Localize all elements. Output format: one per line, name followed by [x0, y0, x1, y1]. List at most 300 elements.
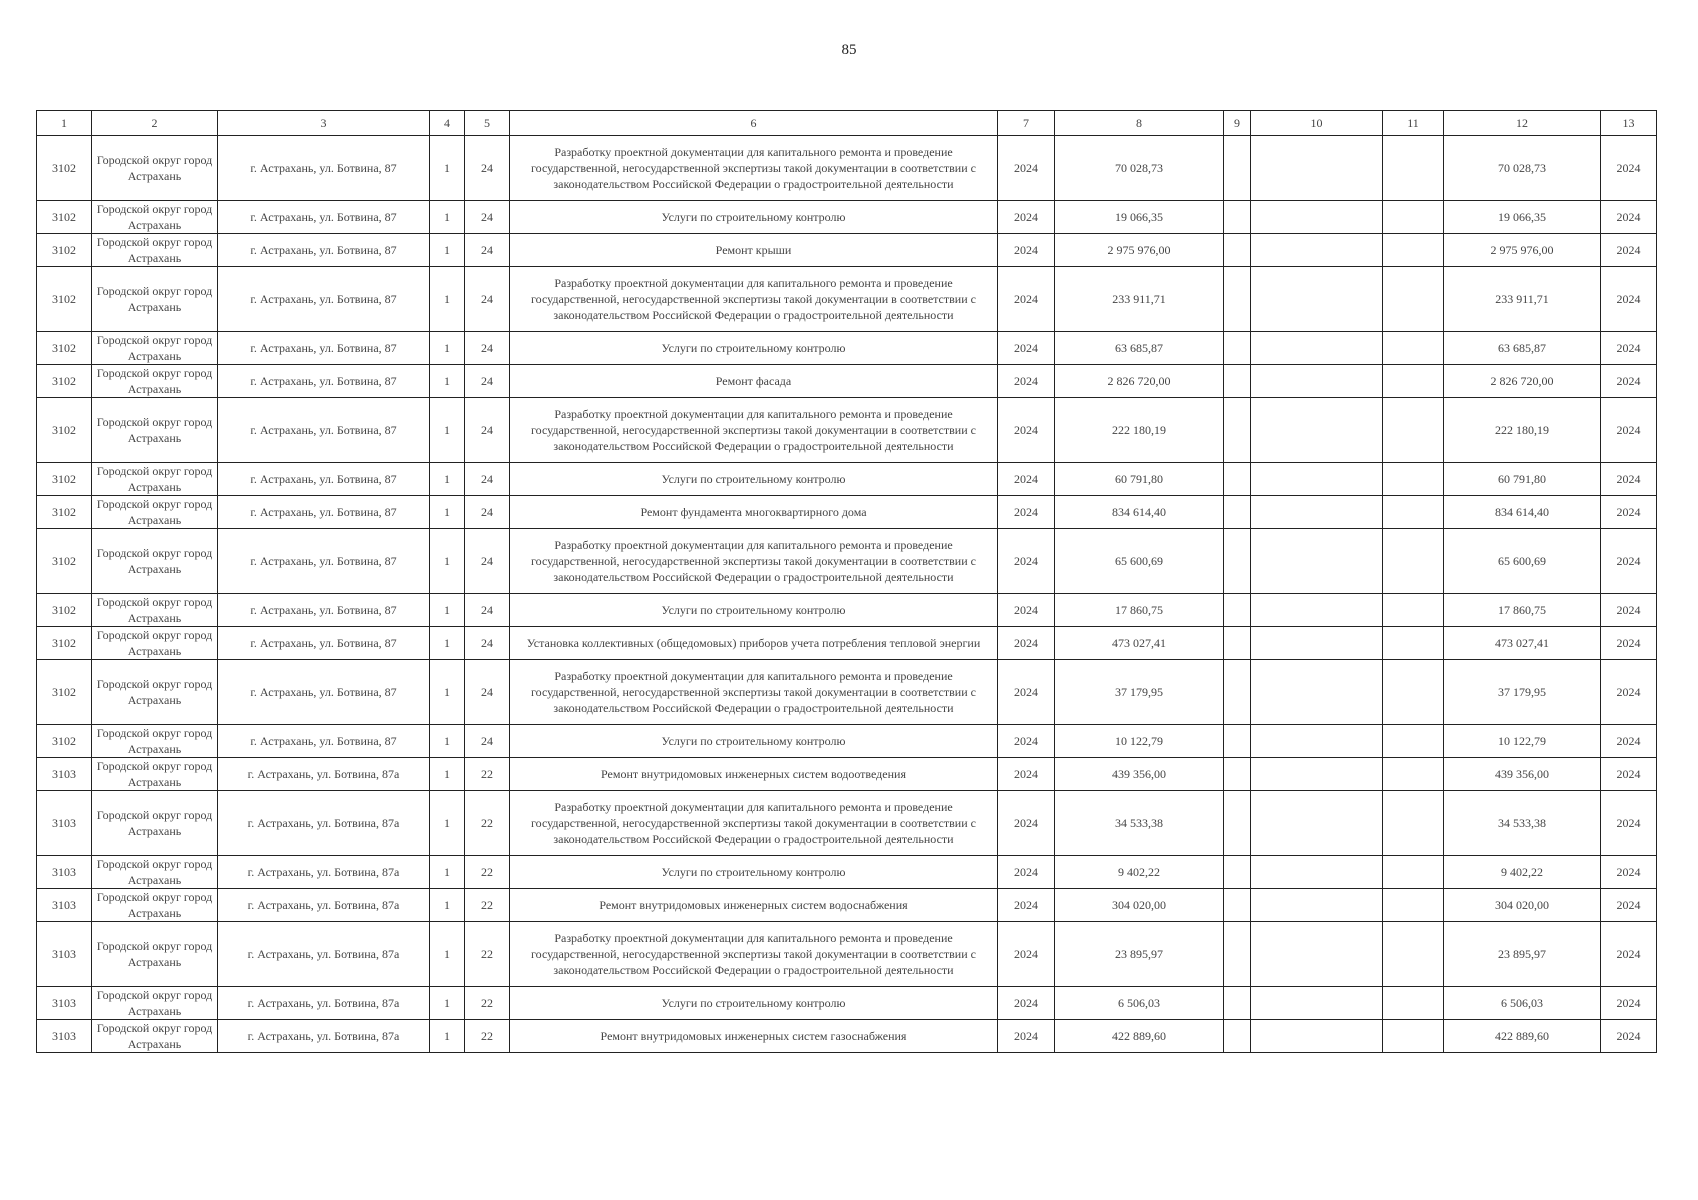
address-cell: г. Астрахань, ул. Ботвина, 87 [218, 398, 430, 463]
fund-cost-cell: 60 791,80 [1444, 463, 1601, 496]
page-number: 85 [841, 42, 857, 58]
year-cell: 2024 [998, 725, 1055, 758]
table-row [37, 463, 1657, 496]
col5-cell: 24 [465, 332, 510, 365]
work-type-cell: Разработку проектной документации для капитального ремонта и проведение государственной, негосударственной экспертизы такой документации в соответствии с законодательством Российской Федерации о градостроительной деятельности [510, 398, 998, 463]
col4-cell: 1 [430, 987, 465, 1020]
fund-cost-cell: 23 895,97 [1444, 922, 1601, 987]
col9-cell [1224, 922, 1251, 987]
year-cell: 2024 [998, 922, 1055, 987]
column-header-3: 3 [218, 111, 430, 136]
cost-cell: 23 895,97 [1055, 922, 1224, 987]
cost-cell: 65 600,69 [1055, 529, 1224, 594]
col5-cell: 24 [465, 365, 510, 398]
year-cell: 2024 [998, 1020, 1055, 1053]
address-cell: г. Астрахань, ул. Ботвина, 87 [218, 201, 430, 234]
year-cell: 2024 [998, 791, 1055, 856]
col11-cell [1383, 889, 1444, 922]
col5-cell: 24 [465, 463, 510, 496]
work-type-cell: Ремонт фундамента многоквартирного дома [510, 496, 998, 529]
object-id-cell: 3102 [37, 594, 92, 627]
fund-cost-cell: 6 506,03 [1444, 987, 1601, 1020]
municipality-cell: Городской округ город Астрахань [92, 234, 218, 267]
col10-cell [1251, 136, 1383, 201]
col4-cell: 1 [430, 267, 465, 332]
object-id-cell: 3102 [37, 398, 92, 463]
object-id-cell: 3103 [37, 791, 92, 856]
address-cell: г. Астрахань, ул. Ботвина, 87 [218, 496, 430, 529]
object-id-cell: 3103 [37, 922, 92, 987]
address-cell: г. Астрахань, ул. Ботвина, 87 [218, 136, 430, 201]
address-cell: г. Астрахань, ул. Ботвина, 87а [218, 922, 430, 987]
completion-year-cell: 2024 [1601, 398, 1657, 463]
col4-cell: 1 [430, 725, 465, 758]
col5-cell: 22 [465, 987, 510, 1020]
completion-year-cell: 2024 [1601, 136, 1657, 201]
col5-cell: 22 [465, 791, 510, 856]
fund-cost-cell: 439 356,00 [1444, 758, 1601, 791]
object-id-cell: 3102 [37, 267, 92, 332]
municipality-cell: Городской округ город Астрахань [92, 1020, 218, 1053]
address-cell: г. Астрахань, ул. Ботвина, 87а [218, 791, 430, 856]
col10-cell [1251, 496, 1383, 529]
col11-cell [1383, 529, 1444, 594]
object-id-cell: 3102 [37, 529, 92, 594]
col4-cell: 1 [430, 365, 465, 398]
work-type-cell: Услуги по строительному контролю [510, 594, 998, 627]
col11-cell [1383, 791, 1444, 856]
col5-cell: 24 [465, 496, 510, 529]
municipality-cell: Городской округ город Астрахань [92, 201, 218, 234]
table-row [37, 987, 1657, 1020]
municipality-cell: Городской округ город Астрахань [92, 889, 218, 922]
address-cell: г. Астрахань, ул. Ботвина, 87а [218, 987, 430, 1020]
cost-cell: 17 860,75 [1055, 594, 1224, 627]
table-row [37, 398, 1657, 463]
address-cell: г. Астрахань, ул. Ботвина, 87 [218, 660, 430, 725]
column-header-13: 13 [1601, 111, 1657, 136]
col10-cell [1251, 725, 1383, 758]
cost-cell: 834 614,40 [1055, 496, 1224, 529]
col10-cell [1251, 365, 1383, 398]
col10-cell [1251, 889, 1383, 922]
col9-cell [1224, 627, 1251, 660]
col10-cell [1251, 594, 1383, 627]
col10-cell [1251, 234, 1383, 267]
col9-cell [1224, 365, 1251, 398]
col4-cell: 1 [430, 234, 465, 267]
work-type-cell: Разработку проектной документации для капитального ремонта и проведение государственной, негосударственной экспертизы такой документации в соответствии с законодательством Российской Федерации о градостроительной деятельности [510, 660, 998, 725]
work-type-cell: Установка коллективных (общедомовых) приборов учета потребления тепловой энергии [510, 627, 998, 660]
col10-cell [1251, 758, 1383, 791]
cost-cell: 2 826 720,00 [1055, 365, 1224, 398]
col4-cell: 1 [430, 201, 465, 234]
completion-year-cell: 2024 [1601, 987, 1657, 1020]
col10-cell [1251, 791, 1383, 856]
address-cell: г. Астрахань, ул. Ботвина, 87 [218, 627, 430, 660]
work-type-cell: Разработку проектной документации для капитального ремонта и проведение государственной, негосударственной экспертизы такой документации в соответствии с законодательством Российской Федерации о градостроительной деятельности [510, 791, 998, 856]
col10-cell [1251, 332, 1383, 365]
address-cell: г. Астрахань, ул. Ботвина, 87 [218, 332, 430, 365]
col5-cell: 24 [465, 660, 510, 725]
municipality-cell: Городской округ город Астрахань [92, 922, 218, 987]
object-id-cell: 3102 [37, 234, 92, 267]
work-type-cell: Услуги по строительному контролю [510, 856, 998, 889]
col5-cell: 22 [465, 922, 510, 987]
col11-cell [1383, 463, 1444, 496]
col10-cell [1251, 1020, 1383, 1053]
col4-cell: 1 [430, 398, 465, 463]
fund-cost-cell: 34 533,38 [1444, 791, 1601, 856]
year-cell: 2024 [998, 660, 1055, 725]
completion-year-cell: 2024 [1601, 594, 1657, 627]
address-cell: г. Астрахань, ул. Ботвина, 87 [218, 234, 430, 267]
col10-cell [1251, 922, 1383, 987]
header-row [37, 111, 1657, 136]
municipality-cell: Городской округ город Астрахань [92, 267, 218, 332]
table-row [37, 627, 1657, 660]
cost-cell: 304 020,00 [1055, 889, 1224, 922]
table-row [37, 791, 1657, 856]
col9-cell [1224, 136, 1251, 201]
municipality-cell: Городской округ город Астрахань [92, 660, 218, 725]
col4-cell: 1 [430, 889, 465, 922]
address-cell: г. Астрахань, ул. Ботвина, 87 [218, 594, 430, 627]
col9-cell [1224, 332, 1251, 365]
works-table [36, 110, 1657, 1053]
table-row [37, 889, 1657, 922]
address-cell: г. Астрахань, ул. Ботвина, 87 [218, 365, 430, 398]
table-row [37, 496, 1657, 529]
municipality-cell: Городской округ город Астрахань [92, 529, 218, 594]
col5-cell: 24 [465, 136, 510, 201]
col9-cell [1224, 496, 1251, 529]
municipality-cell: Городской округ город Астрахань [92, 987, 218, 1020]
column-header-10: 10 [1251, 111, 1383, 136]
fund-cost-cell: 834 614,40 [1444, 496, 1601, 529]
object-id-cell: 3102 [37, 496, 92, 529]
completion-year-cell: 2024 [1601, 856, 1657, 889]
year-cell: 2024 [998, 365, 1055, 398]
year-cell: 2024 [998, 627, 1055, 660]
table-row [37, 856, 1657, 889]
table-row [37, 234, 1657, 267]
fund-cost-cell: 17 860,75 [1444, 594, 1601, 627]
object-id-cell: 3102 [37, 660, 92, 725]
address-cell: г. Астрахань, ул. Ботвина, 87 [218, 725, 430, 758]
col9-cell [1224, 856, 1251, 889]
col11-cell [1383, 496, 1444, 529]
cost-cell: 19 066,35 [1055, 201, 1224, 234]
year-cell: 2024 [998, 332, 1055, 365]
municipality-cell: Городской округ город Астрахань [92, 136, 218, 201]
municipality-cell: Городской округ город Астрахань [92, 463, 218, 496]
col5-cell: 24 [465, 594, 510, 627]
municipality-cell: Городской округ город Астрахань [92, 791, 218, 856]
col11-cell [1383, 332, 1444, 365]
col9-cell [1224, 660, 1251, 725]
column-header-8: 8 [1055, 111, 1224, 136]
completion-year-cell: 2024 [1601, 332, 1657, 365]
col11-cell [1383, 856, 1444, 889]
col11-cell [1383, 758, 1444, 791]
completion-year-cell: 2024 [1601, 660, 1657, 725]
fund-cost-cell: 65 600,69 [1444, 529, 1601, 594]
col11-cell [1383, 234, 1444, 267]
table-row [37, 365, 1657, 398]
municipality-cell: Городской округ город Астрахань [92, 332, 218, 365]
col10-cell [1251, 201, 1383, 234]
column-header-2: 2 [92, 111, 218, 136]
work-type-cell: Ремонт внутридомовых инженерных систем водоотведения [510, 758, 998, 791]
year-cell: 2024 [998, 856, 1055, 889]
work-type-cell: Ремонт крыши [510, 234, 998, 267]
col9-cell [1224, 1020, 1251, 1053]
cost-cell: 34 533,38 [1055, 791, 1224, 856]
completion-year-cell: 2024 [1601, 725, 1657, 758]
cost-cell: 233 911,71 [1055, 267, 1224, 332]
work-type-cell: Ремонт внутридомовых инженерных систем водоснабжения [510, 889, 998, 922]
col9-cell [1224, 987, 1251, 1020]
fund-cost-cell: 473 027,41 [1444, 627, 1601, 660]
col4-cell: 1 [430, 1020, 465, 1053]
completion-year-cell: 2024 [1601, 1020, 1657, 1053]
col10-cell [1251, 267, 1383, 332]
year-cell: 2024 [998, 594, 1055, 627]
col9-cell [1224, 201, 1251, 234]
fund-cost-cell: 70 028,73 [1444, 136, 1601, 201]
col4-cell: 1 [430, 856, 465, 889]
table-row [37, 529, 1657, 594]
col5-cell: 22 [465, 889, 510, 922]
completion-year-cell: 2024 [1601, 922, 1657, 987]
col9-cell [1224, 725, 1251, 758]
completion-year-cell: 2024 [1601, 758, 1657, 791]
col5-cell: 24 [465, 234, 510, 267]
col5-cell: 24 [465, 725, 510, 758]
address-cell: г. Астрахань, ул. Ботвина, 87 [218, 267, 430, 332]
work-type-cell: Ремонт фасада [510, 365, 998, 398]
col4-cell: 1 [430, 660, 465, 725]
completion-year-cell: 2024 [1601, 267, 1657, 332]
fund-cost-cell: 10 122,79 [1444, 725, 1601, 758]
col11-cell [1383, 922, 1444, 987]
address-cell: г. Астрахань, ул. Ботвина, 87 [218, 529, 430, 594]
table-row [37, 267, 1657, 332]
cost-cell: 422 889,60 [1055, 1020, 1224, 1053]
col9-cell [1224, 594, 1251, 627]
completion-year-cell: 2024 [1601, 627, 1657, 660]
col4-cell: 1 [430, 496, 465, 529]
col4-cell: 1 [430, 332, 465, 365]
col5-cell: 24 [465, 529, 510, 594]
address-cell: г. Астрахань, ул. Ботвина, 87а [218, 856, 430, 889]
fund-cost-cell: 2 975 976,00 [1444, 234, 1601, 267]
municipality-cell: Городской округ город Астрахань [92, 594, 218, 627]
col5-cell: 22 [465, 758, 510, 791]
year-cell: 2024 [998, 987, 1055, 1020]
object-id-cell: 3103 [37, 987, 92, 1020]
municipality-cell: Городской округ город Астрахань [92, 725, 218, 758]
col10-cell [1251, 987, 1383, 1020]
municipality-cell: Городской округ город Астрахань [92, 758, 218, 791]
address-cell: г. Астрахань, ул. Ботвина, 87а [218, 758, 430, 791]
work-type-cell: Разработку проектной документации для капитального ремонта и проведение государственной, негосударственной экспертизы такой документации в соответствии с законодательством Российской Федерации о градостроительной деятельности [510, 529, 998, 594]
col4-cell: 1 [430, 627, 465, 660]
object-id-cell: 3102 [37, 725, 92, 758]
column-header-11: 11 [1383, 111, 1444, 136]
col10-cell [1251, 398, 1383, 463]
completion-year-cell: 2024 [1601, 463, 1657, 496]
municipality-cell: Городской округ город Астрахань [92, 398, 218, 463]
work-type-cell: Разработку проектной документации для капитального ремонта и проведение государственной, негосударственной экспертизы такой документации в соответствии с законодательством Российской Федерации о градостроительной деятельности [510, 136, 998, 201]
year-cell: 2024 [998, 398, 1055, 463]
cost-cell: 9 402,22 [1055, 856, 1224, 889]
work-type-cell: Услуги по строительному контролю [510, 201, 998, 234]
address-cell: г. Астрахань, ул. Ботвина, 87а [218, 889, 430, 922]
column-header-7: 7 [998, 111, 1055, 136]
object-id-cell: 3103 [37, 1020, 92, 1053]
col5-cell: 24 [465, 398, 510, 463]
col9-cell [1224, 791, 1251, 856]
object-id-cell: 3102 [37, 332, 92, 365]
fund-cost-cell: 304 020,00 [1444, 889, 1601, 922]
fund-cost-cell: 2 826 720,00 [1444, 365, 1601, 398]
object-id-cell: 3102 [37, 627, 92, 660]
col11-cell [1383, 201, 1444, 234]
municipality-cell: Городской округ город Астрахань [92, 856, 218, 889]
col9-cell [1224, 529, 1251, 594]
table-row [37, 594, 1657, 627]
cost-cell: 6 506,03 [1055, 987, 1224, 1020]
fund-cost-cell: 222 180,19 [1444, 398, 1601, 463]
address-cell: г. Астрахань, ул. Ботвина, 87а [218, 1020, 430, 1053]
cost-cell: 37 179,95 [1055, 660, 1224, 725]
col11-cell [1383, 398, 1444, 463]
work-type-cell: Разработку проектной документации для капитального ремонта и проведение государственной, негосударственной экспертизы такой документации в соответствии с законодательством Российской Федерации о градостроительной деятельности [510, 922, 998, 987]
year-cell: 2024 [998, 529, 1055, 594]
col5-cell: 22 [465, 856, 510, 889]
cost-cell: 473 027,41 [1055, 627, 1224, 660]
col9-cell [1224, 398, 1251, 463]
year-cell: 2024 [998, 496, 1055, 529]
cost-cell: 70 028,73 [1055, 136, 1224, 201]
col5-cell: 24 [465, 267, 510, 332]
table-row [37, 660, 1657, 725]
cost-cell: 222 180,19 [1055, 398, 1224, 463]
work-type-cell: Услуги по строительному контролю [510, 332, 998, 365]
col11-cell [1383, 660, 1444, 725]
col5-cell: 24 [465, 627, 510, 660]
col10-cell [1251, 856, 1383, 889]
col4-cell: 1 [430, 922, 465, 987]
work-type-cell: Услуги по строительному контролю [510, 463, 998, 496]
cost-cell: 63 685,87 [1055, 332, 1224, 365]
col4-cell: 1 [430, 758, 465, 791]
col11-cell [1383, 627, 1444, 660]
year-cell: 2024 [998, 136, 1055, 201]
year-cell: 2024 [998, 889, 1055, 922]
year-cell: 2024 [998, 758, 1055, 791]
year-cell: 2024 [998, 201, 1055, 234]
table-body [37, 136, 1657, 1053]
cost-cell: 2 975 976,00 [1055, 234, 1224, 267]
completion-year-cell: 2024 [1601, 365, 1657, 398]
col11-cell [1383, 987, 1444, 1020]
col11-cell [1383, 1020, 1444, 1053]
col5-cell: 22 [465, 1020, 510, 1053]
fund-cost-cell: 9 402,22 [1444, 856, 1601, 889]
object-id-cell: 3102 [37, 365, 92, 398]
col9-cell [1224, 267, 1251, 332]
completion-year-cell: 2024 [1601, 201, 1657, 234]
fund-cost-cell: 19 066,35 [1444, 201, 1601, 234]
col5-cell: 24 [465, 201, 510, 234]
cost-cell: 60 791,80 [1055, 463, 1224, 496]
address-cell: г. Астрахань, ул. Ботвина, 87 [218, 463, 430, 496]
col10-cell [1251, 627, 1383, 660]
object-id-cell: 3103 [37, 889, 92, 922]
col10-cell [1251, 463, 1383, 496]
col9-cell [1224, 889, 1251, 922]
column-header-5: 5 [465, 111, 510, 136]
col9-cell [1224, 234, 1251, 267]
table-row [37, 922, 1657, 987]
col4-cell: 1 [430, 463, 465, 496]
col4-cell: 1 [430, 594, 465, 627]
object-id-cell: 3102 [37, 201, 92, 234]
completion-year-cell: 2024 [1601, 529, 1657, 594]
year-cell: 2024 [998, 267, 1055, 332]
cost-cell: 439 356,00 [1055, 758, 1224, 791]
column-header-6: 6 [510, 111, 998, 136]
column-header-12: 12 [1444, 111, 1601, 136]
col4-cell: 1 [430, 529, 465, 594]
completion-year-cell: 2024 [1601, 234, 1657, 267]
table-row [37, 725, 1657, 758]
fund-cost-cell: 233 911,71 [1444, 267, 1601, 332]
municipality-cell: Городской округ город Астрахань [92, 496, 218, 529]
year-cell: 2024 [998, 234, 1055, 267]
work-type-cell: Разработку проектной документации для капитального ремонта и проведение государственной, негосударственной экспертизы такой документации в соответствии с законодательством Российской Федерации о градостроительной деятельности [510, 267, 998, 332]
table-row [37, 136, 1657, 201]
work-type-cell: Ремонт внутридомовых инженерных систем газоснабжения [510, 1020, 998, 1053]
col11-cell [1383, 594, 1444, 627]
completion-year-cell: 2024 [1601, 496, 1657, 529]
work-type-cell: Услуги по строительному контролю [510, 725, 998, 758]
col10-cell [1251, 529, 1383, 594]
object-id-cell: 3102 [37, 136, 92, 201]
completion-year-cell: 2024 [1601, 889, 1657, 922]
fund-cost-cell: 422 889,60 [1444, 1020, 1601, 1053]
table-row [37, 201, 1657, 234]
cost-cell: 10 122,79 [1055, 725, 1224, 758]
work-type-cell: Услуги по строительному контролю [510, 987, 998, 1020]
fund-cost-cell: 63 685,87 [1444, 332, 1601, 365]
table-row [37, 332, 1657, 365]
fund-cost-cell: 37 179,95 [1444, 660, 1601, 725]
table-row [37, 758, 1657, 791]
municipality-cell: Городской округ город Астрахань [92, 365, 218, 398]
year-cell: 2024 [998, 463, 1055, 496]
col4-cell: 1 [430, 791, 465, 856]
column-header-4: 4 [430, 111, 465, 136]
col11-cell [1383, 267, 1444, 332]
table-header [37, 111, 1657, 136]
col11-cell [1383, 365, 1444, 398]
col9-cell [1224, 758, 1251, 791]
col4-cell: 1 [430, 136, 465, 201]
